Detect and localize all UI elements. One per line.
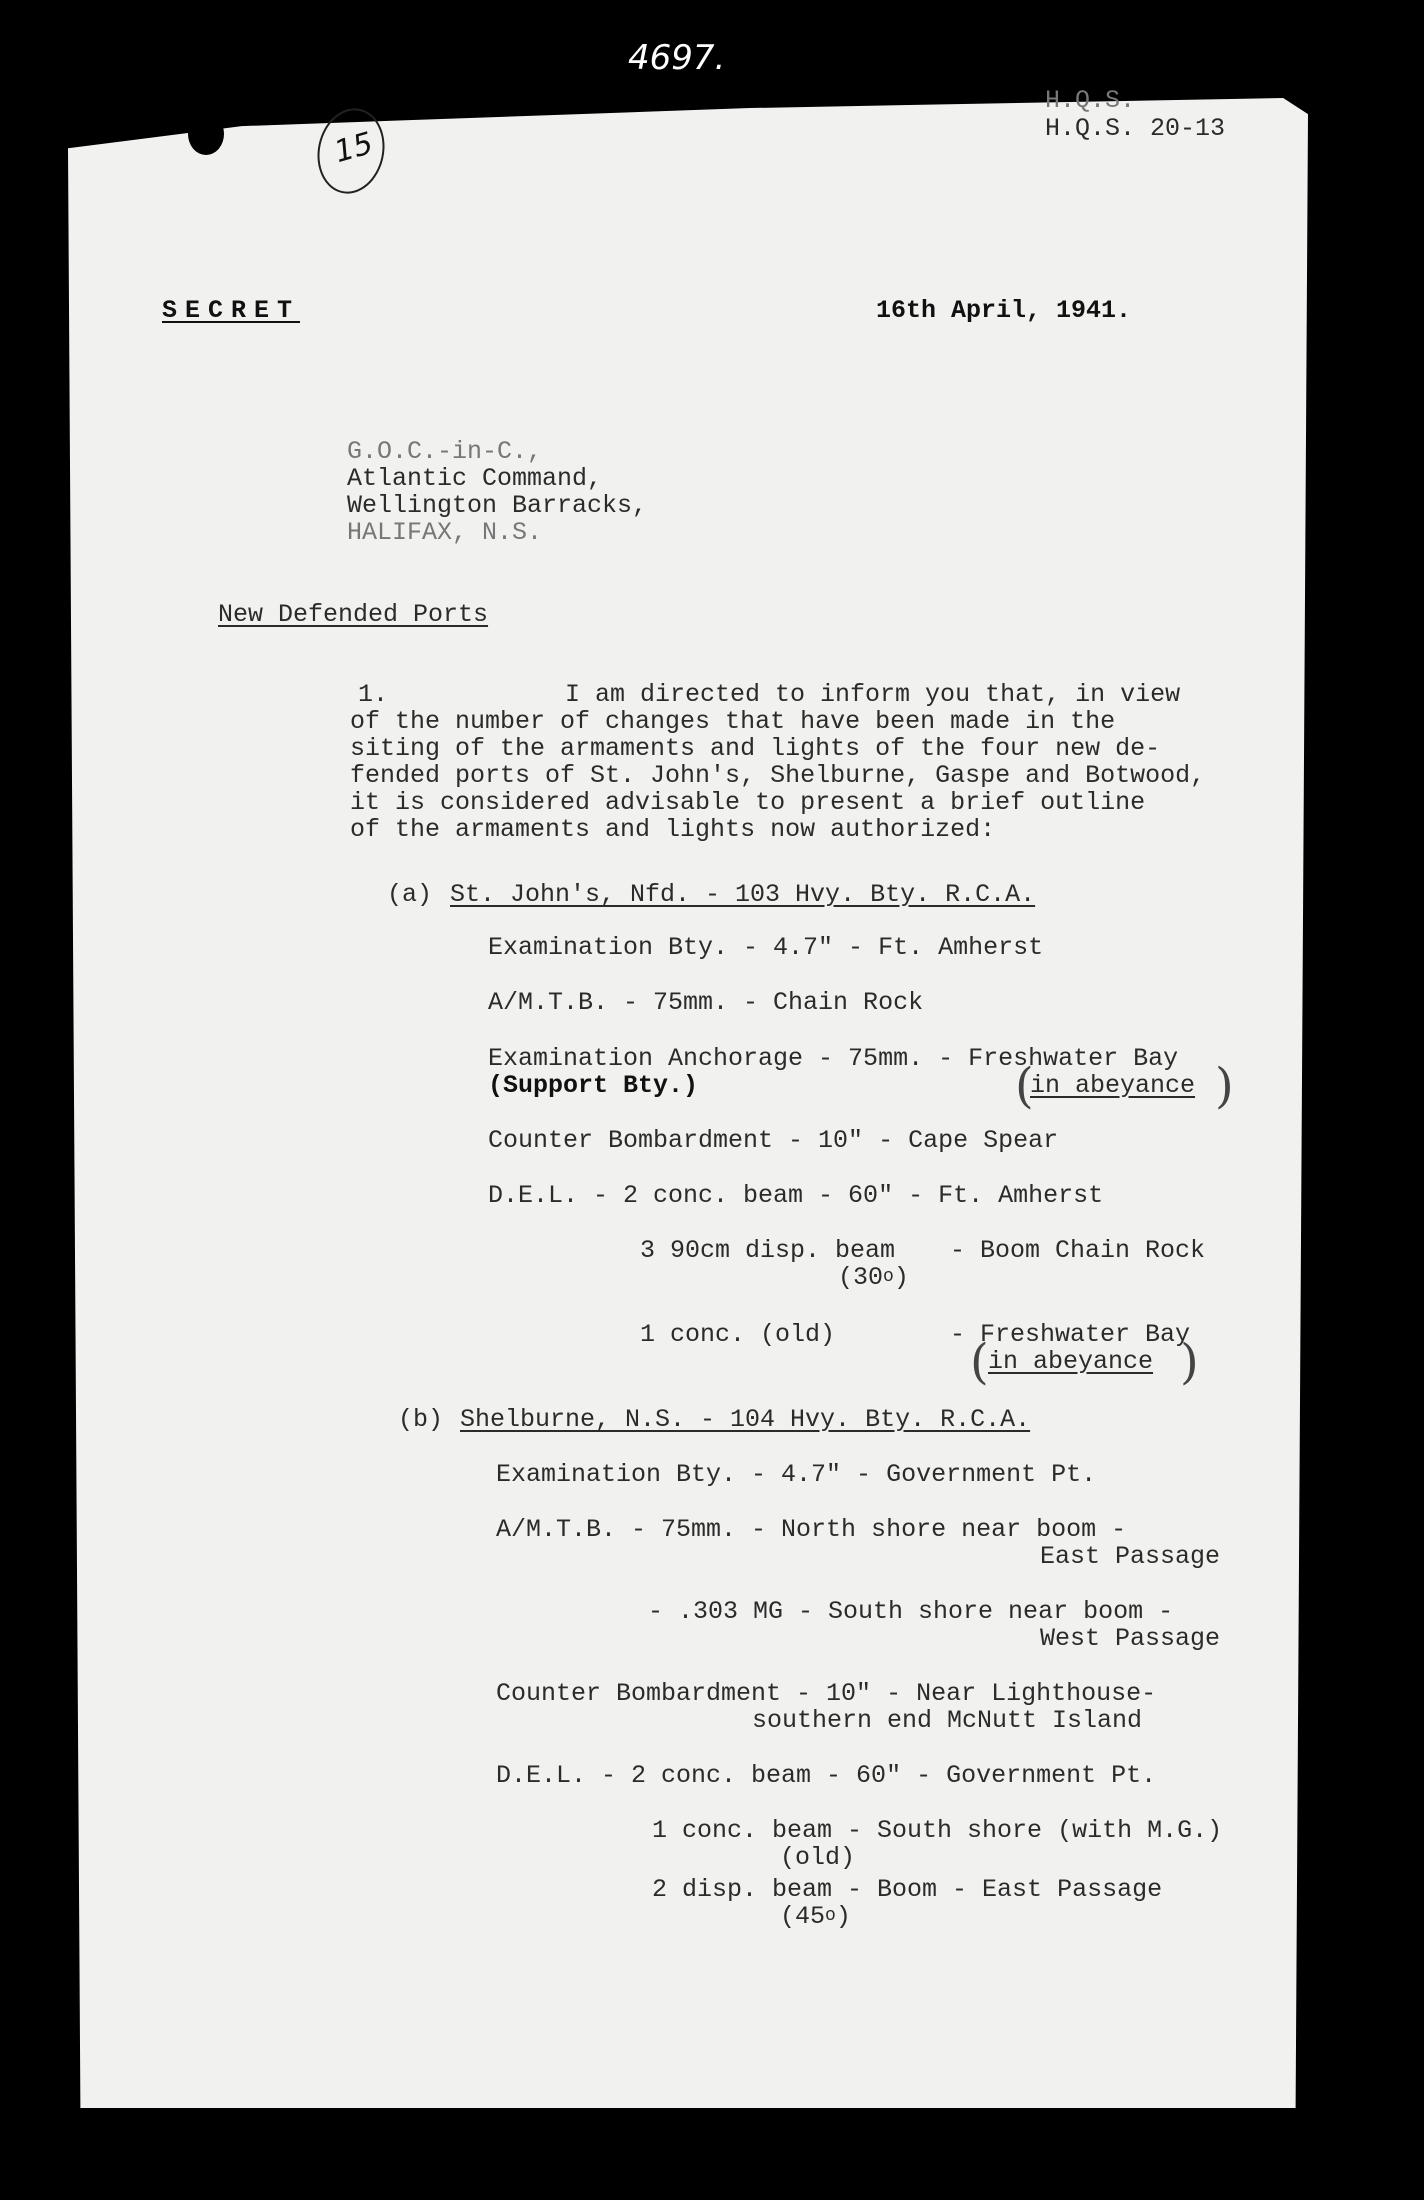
subject-heading: New Defended Ports xyxy=(218,600,489,629)
section-b-line-4b: southern end McNutt Island xyxy=(752,1706,1143,1735)
section-b-line-4: Counter Bombardment - 10" - Near Lighthouse- xyxy=(496,1679,1157,1708)
punch-hole xyxy=(188,113,224,155)
paragraph-line-1: I am directed to inform you that, in view xyxy=(565,680,1181,709)
section-a-label: (a) xyxy=(387,880,433,909)
paren-close: ) xyxy=(1180,1334,1199,1390)
section-a-line-7b: - Freshwater Bay xyxy=(950,1320,1191,1349)
section-a-title: St. John's, Nfd. - 103 Hvy. Bty. R.C.A. xyxy=(450,880,1036,909)
paragraph-line-4: fended ports of St. John's, Shelburne, Gaspe and Botwood, xyxy=(350,761,1206,790)
section-a-line-5: D.E.L. - 2 conc. beam - 60" - Ft. Amherst xyxy=(488,1181,1104,1210)
file-reference-1: H.Q.S. xyxy=(1045,86,1136,115)
section-b-title: Shelburne, N.S. - 104 Hvy. Bty. R.C.A. xyxy=(460,1405,1031,1434)
section-b-line-7: 2 disp. beam - Boom - East Passage xyxy=(652,1875,1163,1904)
section-b-line-2b: East Passage xyxy=(1040,1542,1221,1571)
section-b-line-6: 1 conc. beam - South shore (with M.G.) xyxy=(652,1816,1223,1845)
section-b-label: (b) xyxy=(398,1405,444,1434)
section-a-line-3-note: in abeyance xyxy=(1030,1071,1196,1100)
folio-number: 4697. xyxy=(628,38,726,78)
letter-date: 16th April, 1941. xyxy=(876,296,1132,325)
section-b-line-2: A/M.T.B. - 75mm. - North shore near boom - xyxy=(496,1515,1127,1544)
address-line-4: HALIFAX, N.S. xyxy=(347,518,543,547)
section-a-line-3: Examination Anchorage - 75mm. - Freshwater Bay xyxy=(488,1044,1179,1073)
address-line-1: G.O.C.-in-C., xyxy=(347,437,543,466)
section-b-line-3: - .303 MG - South shore near boom - xyxy=(648,1597,1174,1626)
paragraph-number: 1. xyxy=(358,680,389,709)
section-a-line-3-sub: (Support Bty.) xyxy=(488,1071,699,1100)
file-reference-2: H.Q.S. 20-13 xyxy=(1045,114,1226,143)
address-line-2: Atlantic Command, xyxy=(347,464,603,493)
section-a-line-7-note: in abeyance xyxy=(988,1347,1154,1376)
section-b-line-6b: (old) xyxy=(780,1843,856,1872)
paren-close: ) xyxy=(1215,1058,1234,1114)
address-line-3: Wellington Barracks, xyxy=(347,491,648,520)
section-a-line-4: Counter Bombardment - 10" - Cape Spear xyxy=(488,1126,1059,1155)
section-a-line-2: A/M.T.B. - 75mm. - Chain Rock xyxy=(488,988,924,1017)
section-a-line-6-angle: (30$^o$) xyxy=(838,1263,909,1292)
paragraph-line-2: of the number of changes that have been made in the xyxy=(350,707,1116,736)
section-a-line-6b: - Boom Chain Rock xyxy=(950,1236,1206,1265)
handwritten-circled-number: 15 xyxy=(310,102,392,200)
section-b-line-5: D.E.L. - 2 conc. beam - 60" - Government Pt. xyxy=(496,1761,1157,1790)
section-a-line-6a: 3 90cm disp. beam xyxy=(640,1236,896,1265)
section-b-line-3b: West Passage xyxy=(1040,1624,1221,1653)
paragraph-line-3: siting of the armaments and lights of the four new de- xyxy=(350,734,1161,763)
paren-open: ( xyxy=(1015,1058,1034,1114)
section-b-line-7-angle: (45$^o$) xyxy=(780,1902,851,1931)
section-a-line-1: Examination Bty. - 4.7" - Ft. Amherst xyxy=(488,933,1044,962)
document-page xyxy=(68,98,1308,2108)
section-a-line-7a: 1 conc. (old) xyxy=(640,1320,836,1349)
section-b-line-1: Examination Bty. - 4.7" - Government Pt. xyxy=(496,1460,1097,1489)
paragraph-line-6: of the armaments and lights now authorized: xyxy=(350,815,996,844)
paragraph-line-5: it is considered advisable to present a brief outline xyxy=(350,788,1146,817)
paren-open: ( xyxy=(970,1334,989,1390)
classification-marking: SECRET xyxy=(162,296,301,325)
